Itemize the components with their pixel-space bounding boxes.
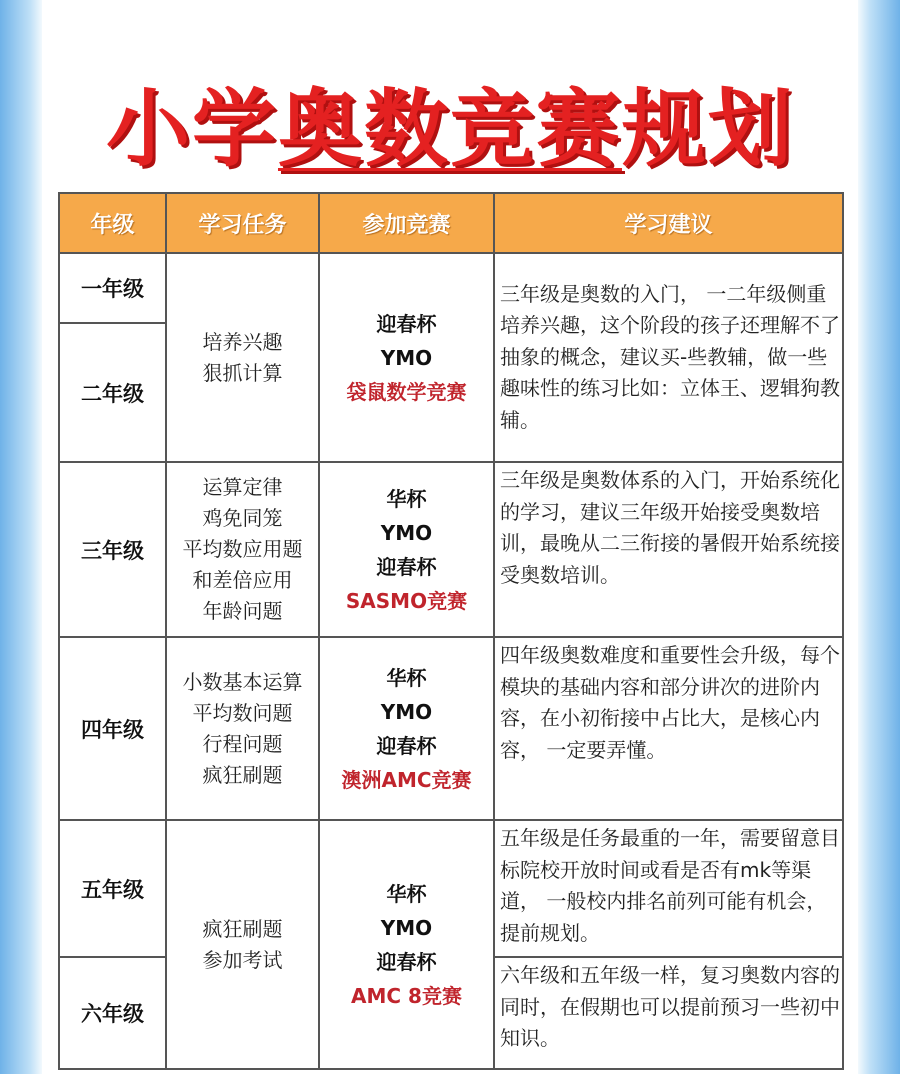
- task-item: 平均数问题: [192, 700, 293, 725]
- task-item: 疯狂刷题: [202, 762, 283, 787]
- competition-item: 华杯: [386, 486, 427, 511]
- competition-cell-g12: [319, 253, 494, 462]
- table-row: [59, 253, 843, 323]
- competition-item: YMO: [380, 915, 433, 940]
- task-cell-g3: [166, 462, 319, 637]
- competition-item: 迎春杯: [376, 949, 437, 974]
- competition-item: 迎春杯: [376, 311, 437, 336]
- task-item: 鸡免同笼: [202, 506, 283, 530]
- header-advice: 学习建议: [494, 193, 843, 253]
- plan-table: [58, 192, 844, 1070]
- grade-cell-6: 六年级: [59, 957, 166, 1069]
- task-item: 平均数应用题: [182, 537, 303, 561]
- page-title: [0, 62, 900, 183]
- competition-cell-g56: [319, 820, 494, 1069]
- grade-cell-1: 一年级: [59, 253, 166, 323]
- header-competition: 参加竞赛: [319, 193, 494, 253]
- grade-cell-5: 五年级: [59, 820, 166, 957]
- title-part-3: 规划: [622, 80, 795, 178]
- table-row: [59, 462, 843, 637]
- grade-cell-3: 三年级: [59, 462, 166, 637]
- competition-item: 迎春杯: [376, 733, 437, 758]
- grade-cell-4: 四年级: [59, 637, 166, 820]
- task-cell-g4: [166, 637, 319, 820]
- title-part-1: 小学: [105, 80, 278, 178]
- competition-item: YMO: [380, 520, 433, 545]
- competition-cell-g3: [319, 462, 494, 637]
- task-item: 和差倍应用: [192, 568, 293, 592]
- header-task: 学习任务: [166, 193, 319, 253]
- competition-item: YMO: [380, 345, 433, 370]
- task-item: 小数基本运算: [182, 669, 303, 694]
- task-cell-g12: [166, 253, 319, 462]
- advice-cell-g12: 三年级是奥数的入门， 一二年级侧重培养兴趣，这个阶段的孩子还理解不了抽象的概念，建议买-些教辅，做一些趣味性的练习比如：立体王、逻辑狗教辅。: [494, 253, 843, 462]
- competition-item: 华杯: [386, 665, 427, 690]
- competition-cell-g4: [319, 637, 494, 820]
- task-item: 狠抓计算: [202, 360, 283, 385]
- task-item: 疯狂刷题: [202, 916, 283, 941]
- title-part-2: 奥数竞赛: [277, 80, 622, 178]
- task-item: 参加考试: [202, 947, 283, 972]
- competition-highlight: 澳洲AMC竞赛: [341, 767, 472, 792]
- header-grade: 年级: [59, 193, 166, 253]
- task-cell-g56: [166, 820, 319, 1069]
- competition-highlight: 袋鼠数学竞赛: [346, 379, 467, 404]
- grade-cell-2: 二年级: [59, 323, 166, 462]
- competition-highlight: AMC 8竞赛: [351, 983, 462, 1008]
- competition-highlight: SASMO竞赛: [345, 588, 468, 613]
- advice-cell-g6: 六年级和五年级一样，复习奥数内容的同时，在假期也可以提前预习一些初中知识。: [494, 957, 843, 1069]
- competition-item: 迎春杯: [376, 554, 437, 579]
- advice-cell-g5: 五年级是任务最重的一年，需要留意目标院校开放时间或看是否有mk等渠道， 一般校内排名前列可能有机会，提前规划。: [494, 820, 843, 957]
- competition-item: YMO: [380, 699, 433, 724]
- table-row: [59, 820, 843, 957]
- task-item: 年龄问题: [202, 599, 283, 623]
- header-row: [59, 193, 843, 253]
- task-item: 培养兴趣: [202, 329, 283, 354]
- competition-item: 华杯: [386, 881, 427, 906]
- table-row: [59, 637, 843, 820]
- advice-cell-g4: 四年级奥数难度和重要性会升级，每个模块的基础内容和部分讲次的进阶内容，在小初衔接中占比大，是核心内容， 一定要弄懂。: [494, 637, 843, 820]
- advice-cell-g3: 三年级是奥数体系的入门，开始系统化的学习，建议三年级开始接受奥数培训，最晚从二三衔接的暑假开始系统接受奥数培训。: [494, 462, 843, 637]
- task-item: 行程问题: [202, 731, 283, 756]
- task-item: 运算定律: [202, 475, 283, 499]
